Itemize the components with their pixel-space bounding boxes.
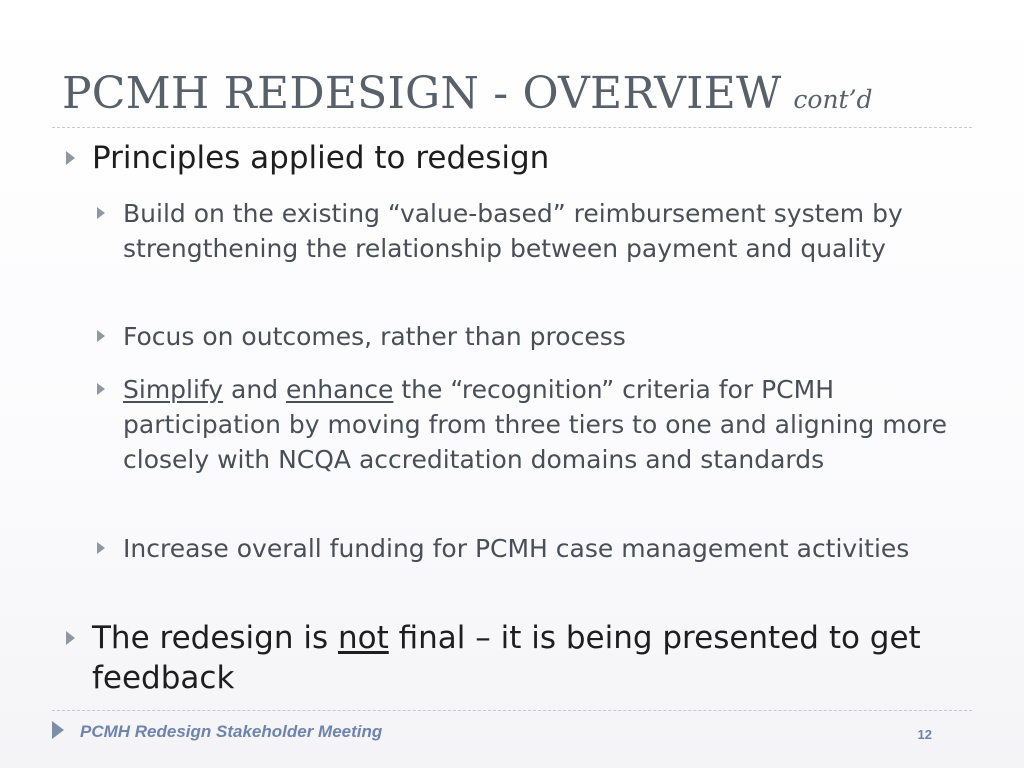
sub-bullet-outcomes	[123, 319, 973, 354]
sub-bullet-arrow-icon	[97, 207, 105, 219]
sub-bullet-funding	[123, 531, 973, 566]
slide-title-suffix: cont’d	[793, 85, 873, 114]
footer-divider	[52, 710, 972, 711]
bullet-arrow-icon	[66, 151, 75, 165]
sub-bullet-arrow-icon	[97, 542, 105, 554]
slide-title-text: PCMH REDESIGN - OVERVIEW	[62, 68, 782, 119]
footer-arrow-icon	[52, 721, 64, 739]
sub-bullet-arrow-icon	[97, 383, 105, 395]
footer-meeting-name: PCMH Redesign Stakeholder Meeting	[80, 722, 383, 741]
bullet-text-rest: final – it is being presented to get feedback	[92, 620, 921, 696]
bullet-text-lead: The redesign is	[92, 620, 338, 656]
emphasis-not: not	[337, 620, 389, 656]
bullet-text: Principles applied to redesign	[92, 140, 550, 176]
sub-bullet-text: Build on the existing “value-based” reimbursement system by strengthening the relationship between payment and quality	[123, 199, 903, 263]
sub-bullet-text: the “recognition” criteria for PCMH participation by moving from three tiers to one and aligning more closely with NCQA accreditation domains and standards	[123, 375, 947, 474]
sub-bullet-text-connector: and	[223, 375, 287, 404]
sub-bullet-text: Increase overall funding for PCMH case management activities	[123, 534, 910, 563]
slide-title	[62, 66, 873, 128]
bullet-arrow-icon	[66, 631, 75, 645]
sub-bullet-text: Focus on outcomes, rather than process	[123, 322, 626, 351]
sub-bullet-arrow-icon	[97, 330, 105, 342]
bullet-principles	[92, 138, 972, 178]
emphasis-simplify: Simplify	[123, 375, 224, 404]
page-number: 12	[917, 727, 932, 742]
title-divider	[52, 127, 972, 128]
emphasis-enhance: enhance	[286, 375, 394, 404]
sub-bullet-value-based	[123, 196, 973, 266]
bullet-not-final	[92, 618, 972, 698]
sub-bullet-simplify	[123, 372, 973, 477]
